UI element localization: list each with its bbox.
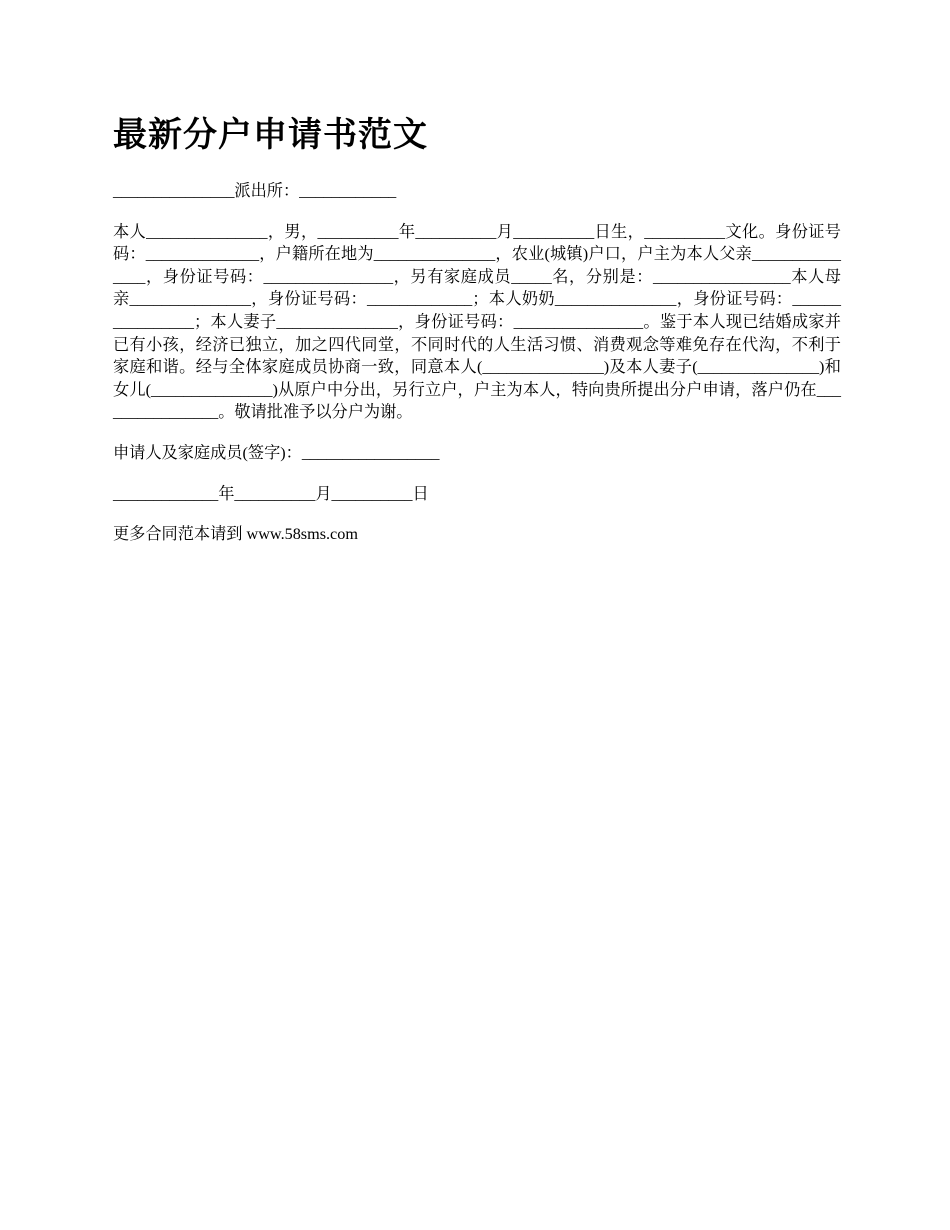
signature-line: 申请人及家庭成员(签字)：_________________ — [113, 443, 440, 462]
footer-link-text: 更多合同范本请到 www.58sms.com — [113, 525, 358, 544]
document-title: 最新分户申请书范文 — [113, 117, 428, 154]
date-line: _____________年__________月__________日 — [113, 484, 429, 503]
police-station-line: _______________派出所：____________ — [113, 182, 397, 200]
document-page — [113, 112, 841, 546]
application-body: 本人_______________，男，__________年__________月__________日生，__________文化。身份证号码：______________，户籍所在地为_______________，农业(城镇)户口，户主为本人父亲_______________，身份证号码：________________，另有家庭成员_____名，分别是：_________________本人母亲_______________，身份证号码：_____________；本人奶奶_______________，身份证号码：________________；本人妻子_______________，身份证号码：________________。鉴于本人现已结婚成家并已有小孩，经济已独立，加之四代同堂，不同时代的人生活习惯、消费观念等难免存在代沟，不利于家庭和谐。经与全体家庭成员协商一致，同意本人(_______________)及本人妻子(_______________)和女儿(_______________)从原户中分出，另行立户，户主为本人，特向贵所提出分户申请，落户仍在________________。敬请批准予以分户为谢。 — [113, 222, 841, 422]
